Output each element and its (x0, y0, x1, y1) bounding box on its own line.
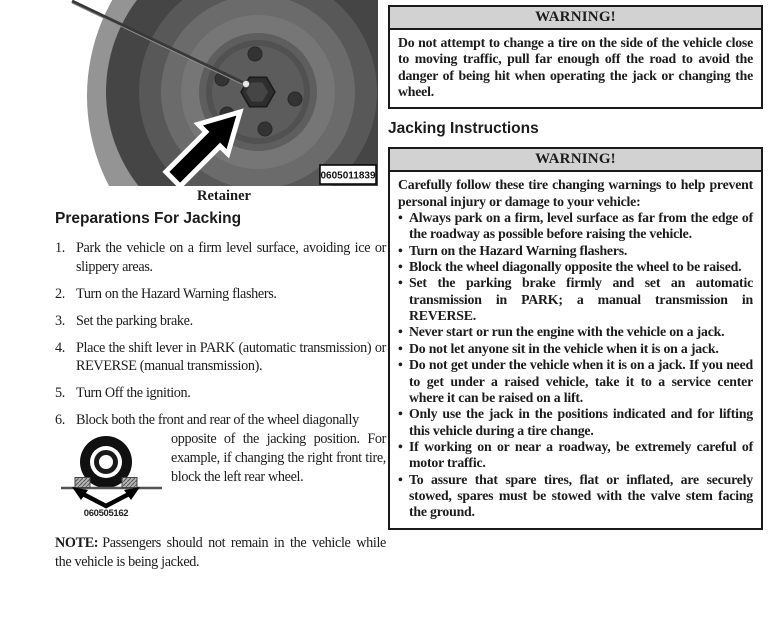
bullet-text: If working on or near a roadway, be extremely careful of motor traffic. (409, 438, 753, 471)
step-number: 6. (55, 412, 65, 429)
section-heading-preparations: Preparations For Jacking (55, 210, 242, 227)
right-column (388, 0, 763, 530)
step-text: Turn Off the ignition. (76, 385, 191, 402)
bullet-icon: • (398, 242, 403, 258)
bullet-text: Do not get under the vehicle when it is on a jack. If you need to get under a raised vehicle, take it to a service center where it can be raised on a lift. (409, 357, 753, 405)
step-text: Set the parking brake. (76, 312, 193, 329)
preparation-steps-list (55, 239, 386, 518)
bullet-text: Always park on a firm, level surface as far from the edge of the roadway as possible before raising the vehicle. (409, 210, 753, 242)
double-arrow-icon (72, 487, 140, 506)
chock-figure (59, 430, 171, 518)
step-item-4 (55, 339, 386, 377)
bullet-icon: • (398, 438, 403, 454)
figure-code-text: 060505162 (83, 508, 129, 518)
bullet-item (398, 341, 753, 357)
wheel-chock-illustration (59, 430, 164, 518)
figure-code-text: 0605011839 (320, 170, 376, 182)
retainer-figure (70, 0, 378, 186)
step-item-2 (55, 285, 386, 304)
figure-caption: Retainer (197, 188, 251, 204)
bullet-item (398, 259, 753, 275)
bullet-item (398, 472, 753, 521)
step-text-first-line: Block both the front and rear of the wheel diagonally (76, 412, 359, 429)
warning-header (390, 149, 761, 172)
step-text: Place the shift lever in PARK (automatic transmission) or REVERSE (manual transmission). (76, 339, 386, 375)
warning-title: WARNING! (535, 9, 616, 25)
bullet-icon: • (398, 275, 403, 291)
warning-body (390, 172, 761, 527)
bullet-icon: • (398, 324, 403, 340)
bullet-icon: • (398, 340, 403, 356)
bullet-text: To assure that spare tires, flat or inflated, are securely stowed, spares must be stowed with the valve stem facing the ground. (409, 471, 753, 520)
bullet-item (398, 324, 753, 340)
step-number: 3. (55, 312, 65, 329)
step-number: 4. (55, 339, 65, 356)
step-number: 1. (55, 240, 65, 256)
step-item-1 (55, 239, 386, 277)
warning-header (390, 7, 761, 30)
bullet-item (398, 243, 753, 259)
left-column (55, 0, 386, 572)
step-item-5 (55, 384, 386, 403)
bullet-item (398, 210, 753, 243)
bullet-text: Do not let anyone sit in the vehicle when it is on a jack. (409, 340, 719, 356)
bullet-icon: • (398, 259, 403, 275)
bullet-text: Set the parking brake firmly and set an automatic transmission in PARK; a manual transmission in REVERSE. (409, 275, 753, 324)
bullet-text: Turn on the Hazard Warning flashers. (409, 242, 628, 258)
note-text: Passengers should not remain in the vehicle while the vehicle is being jacked. (55, 535, 386, 570)
warning-title: WARNING! (535, 151, 616, 168)
bullet-icon: • (398, 471, 403, 487)
bullet-text: Never start or run the engine with the vehicle on a jack. (409, 324, 725, 340)
warning-body (390, 30, 761, 107)
section-heading-jacking: Jacking Instructions (388, 120, 539, 138)
bullet-icon: • (398, 406, 403, 422)
step-number: 2. (55, 285, 65, 302)
bullet-item (398, 275, 753, 324)
retainer-illustration (70, 0, 378, 186)
bullet-item (398, 439, 753, 472)
bullet-text: Block the wheel diagonally opposite the wheel to be raised. (409, 259, 742, 275)
bullet-icon: • (398, 210, 403, 226)
figure-code-badge (320, 165, 376, 184)
warning-box-tire-changing (388, 147, 763, 529)
step-text: Turn on the Hazard Warning flashers. (76, 285, 277, 302)
step-item-3 (55, 312, 386, 331)
note-label: NOTE: (55, 535, 99, 551)
bullet-text: Only use the jack in the positions indicated and for lifting this vehicle during a tire change. (409, 406, 753, 438)
step-item-6 (55, 411, 386, 518)
warning-bullet-list (398, 210, 753, 521)
step-text (76, 411, 386, 518)
warning-text: Do not attempt to change a tire on the side of the vehicle close to moving traffic, pull far enough off the road to avoid the danger of being hit when operating the jack or changing the wheel. (398, 35, 753, 100)
warning-box-traffic (388, 5, 763, 109)
step-text-wrapped: opposite of the jacking position. For example, if changing the right front tire, block the left rear wheel. (171, 431, 386, 485)
bullet-item (398, 357, 753, 406)
step-number: 5. (55, 385, 65, 402)
warning-intro: Carefully follow these tire changing warnings to help prevent personal injury or damage to your vehicle: (398, 177, 753, 209)
bullet-icon: • (398, 357, 403, 373)
step6-wrap-row (76, 430, 386, 518)
note-paragraph (55, 534, 386, 572)
bullet-item (398, 406, 753, 439)
step-text: Park the vehicle on a firm level surface, avoiding ice or slippery areas. (76, 240, 386, 275)
